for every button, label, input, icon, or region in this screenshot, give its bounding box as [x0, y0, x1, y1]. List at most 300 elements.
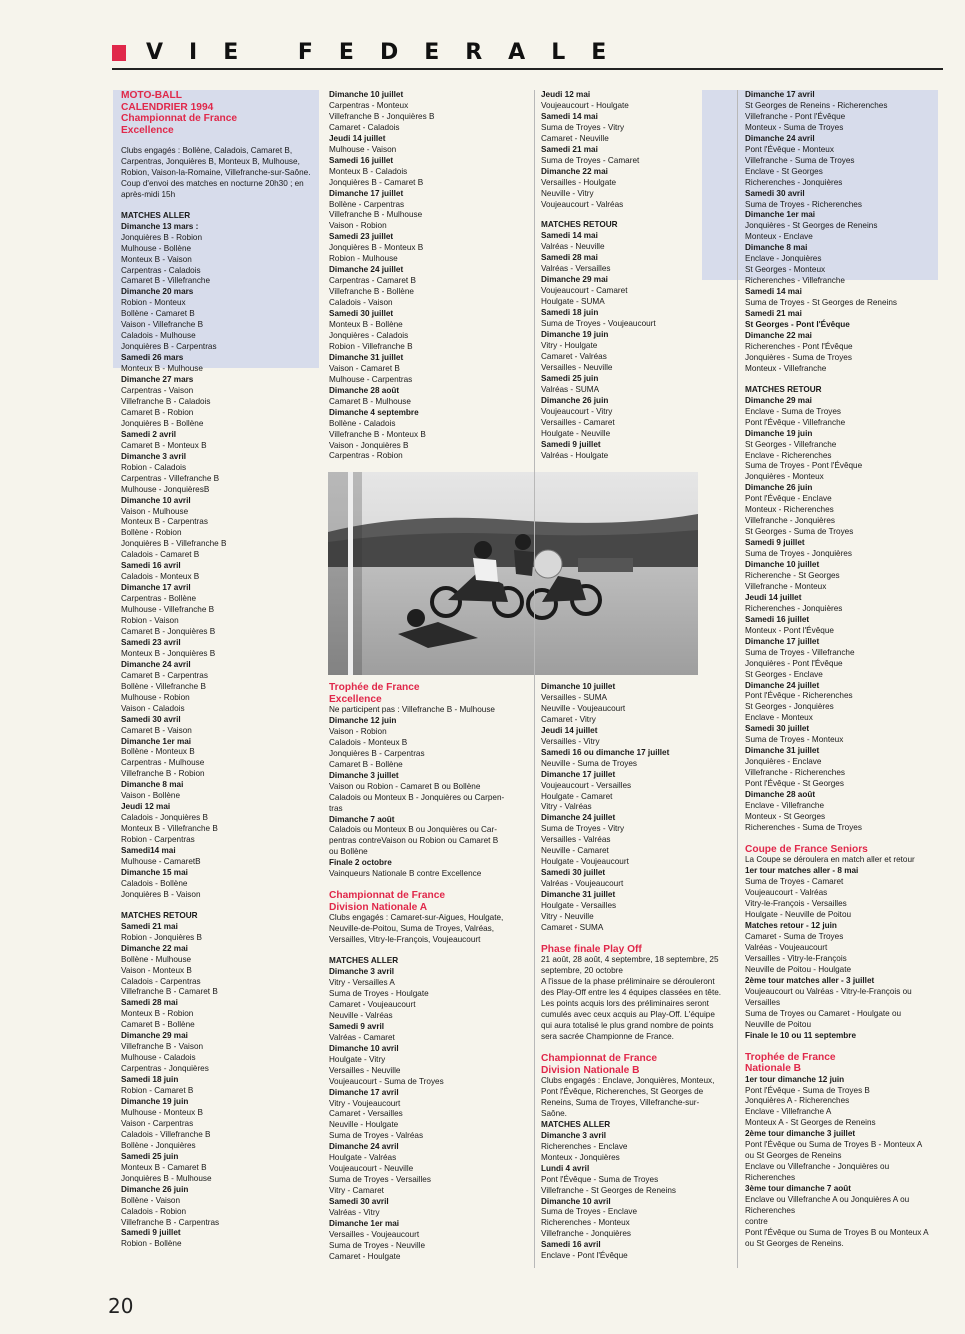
schedule-line: Richerenches - Villefranche — [745, 276, 845, 286]
schedule-line: Vaison - Monteux B — [121, 965, 192, 975]
schedule-line: Villefranche - Richerenches — [745, 768, 845, 778]
schedule-line: Voujeaucourt - Versailles — [541, 780, 632, 790]
schedule-line: ou Bollène — [329, 847, 368, 857]
schedule-line: 21 août, 28 août, 4 septembre, 18 septembre, 25 septembre, 20 octobre — [541, 955, 719, 976]
schedule-line: Samedi 16 avril — [121, 561, 181, 571]
schedule-line: Samedi 18 juin — [121, 1075, 179, 1085]
schedule-line: Vitry - Voujeaucourt — [329, 1098, 401, 1108]
schedule-line: Pont l'Évêque ou Suma de Troyes B - Monteux A ou St Georges de Reneins — [745, 1140, 922, 1161]
schedule-line: Jonquières - Enclave — [745, 757, 822, 767]
spacer — [121, 136, 317, 146]
schedule-line: Bollène - Caladois — [329, 418, 396, 428]
schedule-line: Mulhouse - Carpentras — [329, 374, 413, 384]
schedule-line: Dimanche 10 avril — [541, 1196, 611, 1206]
schedule-line: St Georges - Villefranche — [745, 439, 837, 449]
schedule-line: Richerenche - St Georges — [745, 570, 840, 580]
schedule-line: Dimanche 24 juillet — [745, 680, 820, 690]
section-heading: Championnat de France — [329, 890, 446, 902]
schedule-line: Dimanche 10 juillet — [541, 682, 616, 691]
schedule-line: Jonquières - Monteux — [745, 472, 824, 482]
schedule-line: Versailles - SUMA — [541, 692, 607, 702]
schedule-line: Dimanche 17 juillet — [329, 188, 404, 198]
schedule-line: Mulhouse - Caladois — [121, 1053, 196, 1063]
schedule-line: Coup d'envoi des matches en nocturne 20h30 ; en après-midi 15h — [121, 178, 304, 199]
schedule-line: Enclave - Monteux — [745, 713, 813, 723]
schedule-line: Jonquières - St Georges de Reneins — [745, 221, 878, 231]
schedule-line: Dimanche 29 mai — [121, 1031, 188, 1041]
schedule-line: Versailles - Neuville — [329, 1065, 401, 1075]
spacer — [541, 934, 723, 944]
schedule-line: Samedi 14 mai — [745, 287, 802, 297]
schedule-line: Suma de Troyes - Enclave — [541, 1207, 638, 1217]
column-3-top — [541, 90, 696, 461]
schedule-line: Dimanche 24 juillet — [541, 813, 616, 823]
schedule-line: Houlgate - Vitry — [329, 1054, 386, 1064]
motoball-photo — [328, 472, 698, 675]
spacer — [121, 201, 317, 211]
schedule-line: Robion - Jonquières B — [121, 932, 203, 942]
schedule-line: Bollène - Mulhouse — [121, 954, 192, 964]
schedule-line: Samedi 21 mai — [121, 921, 178, 931]
schedule-line: Monteux - Villefranche — [745, 363, 827, 373]
schedule-line: Dimanche 19 juin — [121, 1097, 189, 1107]
schedule-line: Vaison - Robion — [329, 221, 387, 231]
schedule-line: Dimanche 17 juillet — [541, 769, 616, 779]
schedule-line: Caladois ou Monteux B ou Jonquières ou Car- — [329, 825, 497, 835]
schedule-line: Dimanche 31 juillet — [541, 890, 616, 900]
schedule-line: Matches retour - 12 juin — [745, 921, 837, 931]
schedule-line: Dimanche 24 avril — [121, 659, 191, 669]
schedule-line: Bollène - Jonquières — [121, 1140, 196, 1150]
schedule-line: St Georges de Reneins - Richerenches — [745, 100, 888, 110]
schedule-line: Dimanche 19 juin — [541, 330, 609, 340]
schedule-line: Valréas - Voujeaucourt — [745, 942, 828, 952]
schedule-line: Finale le 10 ou 11 septembre — [745, 1030, 857, 1040]
schedule-line: Robion - Monteux — [121, 298, 186, 308]
schedule-line: Jonquières B - Vaison — [121, 889, 201, 899]
schedule-line: Neuville - Camaret — [541, 846, 609, 856]
column-2-bottom — [329, 682, 527, 1263]
schedule-line: Camaret B - Bollène — [329, 759, 403, 769]
schedule-line: Samedi 14 mai — [541, 231, 598, 241]
schedule-line: MATCHES ALLER — [329, 956, 399, 966]
schedule-line: Villefranche - Jonquières — [541, 1229, 631, 1239]
schedule-line: Camaret - Caladois — [329, 122, 400, 132]
schedule-line: Caladois - Bollène — [121, 878, 188, 888]
schedule-line: Samedi 26 mars — [121, 353, 184, 363]
schedule-line: Enclave ou Villefranche A ou Jonquières A ou Richerenches — [745, 1195, 910, 1215]
schedule-line: Dimanche 1er mai — [745, 210, 816, 220]
schedule-line: Bollène - Robion — [121, 528, 182, 538]
schedule-line: Suma de Troyes - Monteux — [745, 735, 844, 745]
schedule-line: Monteux B - Caladois — [329, 166, 408, 176]
section-heading: Trophée de France — [745, 1051, 836, 1063]
schedule-line: Dimanche 24 juillet — [329, 265, 404, 275]
schedule-line: Mulhouse - JonquièresB — [121, 484, 210, 494]
schedule-line: Caladois - Camaret B — [121, 550, 200, 560]
schedule-line: Mulhouse - Robion — [121, 692, 190, 702]
schedule-line: Bollène - Vaison — [121, 1195, 181, 1205]
schedule-line: Vaison - Villefranche B — [121, 320, 204, 330]
schedule-line: Samedi 14 mai — [541, 111, 598, 121]
schedule-line: Suma de Troyes - Neuville — [329, 1240, 426, 1250]
spacer — [745, 1042, 931, 1052]
schedule-line: Dimanche 26 juin — [121, 1184, 189, 1194]
schedule-line: Villefranche B - Monteux B — [329, 429, 426, 439]
schedule-line: Villefranche - Jonquières — [745, 516, 835, 526]
schedule-line: Versailles - Valréas — [541, 835, 611, 845]
schedule-line: contre — [745, 1216, 768, 1226]
schedule-line: Monteux B - Bollène — [329, 320, 403, 330]
red-square-icon — [112, 45, 126, 61]
schedule-line: Samedi 9 juillet — [121, 1228, 181, 1238]
column-divider — [737, 90, 738, 1268]
schedule-line: Dimanche 22 mai — [745, 330, 812, 340]
section-heading: Excellence — [329, 693, 382, 705]
schedule-line: Mulhouse - CamaretB — [121, 857, 201, 866]
schedule-line: Samedi14 mai — [121, 846, 176, 856]
section-heading: Nationale B — [745, 1063, 802, 1075]
schedule-line: 1er tour dimanche 12 juin — [745, 1074, 845, 1084]
schedule-line: Villefranche B - Mulhouse — [329, 210, 423, 220]
schedule-line: Samedi 21 mai — [541, 144, 598, 154]
schedule-line: Monteux B - Vaison — [121, 254, 192, 264]
schedule-line: Neuville - Vitry — [541, 188, 594, 198]
schedule-line: Jeudi 14 juillet — [329, 133, 386, 143]
section-heading: Championnat de France — [121, 113, 238, 124]
column-1 — [121, 90, 317, 1250]
schedule-line: Dimanche 27 mars — [121, 375, 194, 385]
schedule-line: Jeudi 12 mai — [541, 90, 591, 99]
schedule-line: Robion - Caladois — [121, 462, 187, 472]
schedule-line: Dimanche 7 août — [329, 814, 395, 824]
schedule-line: Jonquières - Caladois — [329, 330, 409, 340]
schedule-line: Neuville - Suma de Troyes — [541, 758, 638, 768]
schedule-line: Robion - Vaison — [121, 616, 179, 626]
schedule-line: Vainqueurs Nationale B contre Excellence — [329, 869, 482, 879]
schedule-line: Richerenches - Jonquières — [745, 177, 843, 187]
column-2-top — [329, 90, 523, 462]
schedule-line: Monteux - Jonquières — [541, 1152, 620, 1162]
schedule-line: Jonquières - Pont l'Évêque — [745, 658, 843, 668]
schedule-line: Samedi 23 juillet — [329, 232, 394, 242]
schedule-line: Monteux B - Jonquières B — [121, 648, 216, 658]
schedule-line: Dimanche 29 mai — [745, 395, 812, 405]
schedule-line: Dimanche 17 avril — [329, 1087, 399, 1097]
schedule-line: Clubs engagés : Camaret-sur-Aigues, Houlgate, Neuville-de-Poitou, Suma de Troyes, Valréas, Versailles, Vitry-le-François, Voujeaucourt — [329, 913, 504, 945]
schedule-line: Vaison - Camaret B — [329, 363, 400, 373]
schedule-line: Dimanche 26 juin — [541, 395, 609, 405]
schedule-line: Robion - Carpentras — [121, 835, 195, 845]
schedule-line: Monteux B - Carpentras — [121, 517, 208, 527]
schedule-line: Jonquières - Suma de Troyes — [745, 352, 852, 362]
schedule-line: Dimanche 12 juin — [329, 715, 397, 725]
schedule-line: Dimanche 8 mai — [745, 243, 808, 253]
schedule-line: Suma de Troyes - Richerenches — [745, 199, 862, 209]
schedule-line: Dimanche 26 juin — [745, 483, 813, 493]
schedule-line: Ne participent pas : Villefranche B - Mulhouse — [329, 705, 495, 714]
schedule-line: Vitry - Valréas — [541, 802, 592, 812]
schedule-line: Dimanche 28 août — [329, 385, 400, 395]
schedule-line: Voujeaucourt - Suma de Troyes — [329, 1076, 444, 1086]
schedule-line: Vaison - Caladois — [121, 703, 185, 713]
schedule-line: Robion - Bollène — [121, 1239, 182, 1249]
header-rule — [112, 68, 943, 70]
schedule-line: Monteux B - Mulhouse — [121, 364, 203, 374]
schedule-line: Versailles - Vitry — [541, 736, 600, 746]
schedule-line: Voujeaucourt - Valréas — [541, 199, 624, 209]
schedule-line: Camaret - Valréas — [541, 351, 607, 361]
schedule-line: La Coupe se déroulera en match aller et retour — [745, 855, 915, 865]
schedule-line: Samedi 2 avril — [121, 429, 177, 439]
schedule-line: Dimanche 19 juin — [745, 428, 813, 438]
schedule-line: Camaret B - Jonquières B — [121, 626, 216, 636]
schedule-line: Versailles - Voujeaucourt — [329, 1229, 420, 1239]
schedule-line: Enclave - Richerenches — [745, 450, 832, 460]
schedule-line: Vaison - Jonquières B — [329, 440, 409, 450]
schedule-line: Pont l'Évêque - Enclave — [745, 494, 832, 504]
schedule-line: Jeudi 12 mai — [121, 802, 171, 812]
schedule-line: Camaret B - Monteux B — [121, 440, 207, 450]
schedule-line: Monteux - Suma de Troyes — [745, 122, 844, 132]
schedule-line: Monteux - Richerenches — [745, 505, 834, 515]
schedule-line: MATCHES RETOUR — [541, 220, 618, 230]
schedule-line: Dimanche 3 avril — [121, 451, 187, 461]
schedule-line: Pont l'Évêque - Villefranche — [745, 417, 846, 427]
schedule-line: Enclave - Villefranche A — [745, 1107, 832, 1117]
schedule-line: Clubs engagés : Enclave, Jonquières, Monteux, Pont l'Évêque, Richerenches, St Georges de Reneins, Suma de Troyes, Villefranche-sur-Saône. — [541, 1076, 715, 1118]
schedule-line: Dimanche 22 mai — [541, 166, 608, 176]
schedule-line: Samedi 23 avril — [121, 637, 181, 647]
schedule-line: Jeudi 14 juillet — [745, 592, 802, 602]
schedule-line: Caladois - Mulhouse — [121, 331, 196, 341]
schedule-line: 2ème tour dimanche 3 juillet — [745, 1129, 856, 1139]
schedule-line: Villefranche B - Bollène — [329, 287, 414, 297]
schedule-line: Villefranche - Monteux — [745, 581, 827, 591]
schedule-line: Voujeaucourt - Neuville — [329, 1164, 414, 1174]
schedule-line: Monteux A - St Georges de Reneins — [745, 1118, 876, 1128]
schedule-line: Villefranche B - Jonquières B — [329, 111, 435, 121]
schedule-line: Enclave - Villefranche — [745, 801, 825, 810]
schedule-line: St Georges - Pont l'Évêque — [745, 320, 850, 330]
schedule-line: Voujeaucourt - Valréas — [745, 888, 828, 898]
schedule-line: Samedi 16 avril — [541, 1240, 601, 1250]
schedule-line: Jonquières B - Monteux B — [329, 243, 424, 253]
page-title: VIE FEDERALE — [146, 40, 633, 65]
schedule-line: Samedi 30 avril — [121, 714, 181, 724]
column-3-bottom — [541, 682, 723, 1262]
schedule-line: MATCHES ALLER — [541, 1119, 611, 1129]
schedule-line: Jonquières A - Richerenches — [745, 1096, 850, 1106]
schedule-line: Dimanche 8 mai — [121, 780, 184, 790]
section-heading: CALENDRIER 1994 — [121, 101, 214, 113]
spacer — [329, 946, 527, 956]
schedule-line: Samedi 18 juin — [541, 308, 599, 318]
schedule-line: Versailles - Neuville — [541, 362, 613, 372]
schedule-line: Dimanche 24 avril — [329, 1142, 399, 1152]
schedule-line: Camaret B - Bollène — [121, 1020, 195, 1030]
schedule-line: Suma de Troyes - Houlgate — [329, 988, 429, 998]
schedule-line: Lundi 4 avril — [541, 1163, 590, 1173]
column-divider — [534, 90, 535, 1268]
schedule-line: Carpentras - Robion — [329, 451, 403, 461]
schedule-line: Camaret - SUMA — [541, 922, 604, 932]
schedule-line: Suma de Troyes - Camaret — [541, 155, 640, 165]
schedule-line: Jonquières B - Camaret B — [329, 177, 424, 187]
schedule-line: Dimanche 31 juillet — [745, 746, 820, 756]
schedule-line: Samedi 16 juillet — [329, 155, 394, 165]
schedule-line: Villefranche B - Carpentras — [121, 1217, 220, 1227]
schedule-line: Dimanche 1er mai — [121, 736, 192, 746]
schedule-line: Bollène - Carpentras — [329, 199, 405, 209]
schedule-line: Dimanche 3 juillet — [329, 770, 399, 780]
schedule-line: Enclave - Jonquières — [745, 254, 822, 264]
schedule-line: Jonquières B - Carpentras — [121, 342, 217, 352]
schedule-line: Mulhouse - Vaison — [329, 144, 397, 154]
schedule-line: Carpentras - Bollène — [121, 594, 197, 604]
schedule-line: Suma de Troyes - Pont l'Évêque — [745, 461, 863, 471]
schedule-line: St Georges - Enclave — [745, 669, 823, 679]
schedule-line: Dimanche 3 avril — [541, 1130, 607, 1140]
spacer — [745, 834, 931, 844]
schedule-line: Pont l'Évêque - St Georges — [745, 779, 844, 789]
schedule-line: Villefranche B - Caladois — [121, 396, 211, 406]
schedule-line: Carpentras - Villefranche B — [121, 473, 220, 483]
schedule-line: Dimanche 17 avril — [121, 583, 191, 593]
schedule-line: Enclave - Suma de Troyes — [745, 406, 842, 416]
schedule-line: Mulhouse - Bollène — [121, 243, 192, 253]
schedule-line: Jonquières B - Mulhouse — [121, 1173, 212, 1183]
schedule-line: Voujeaucourt - Camaret — [541, 286, 628, 296]
schedule-line: MATCHES RETOUR — [745, 384, 822, 394]
schedule-line: Valréas - SUMA — [541, 384, 600, 394]
schedule-line: Carpentras - Camaret B — [329, 276, 416, 286]
schedule-line: Jonquières B - Robion — [121, 232, 203, 242]
schedule-line: Voujeaucourt - Houlgate — [541, 100, 629, 110]
schedule-line: Samedi 28 mai — [121, 998, 178, 1008]
spacer — [329, 880, 527, 890]
schedule-line: Suma de Troyes - Versailles — [329, 1175, 431, 1185]
schedule-line: Samedi 30 avril — [329, 1197, 389, 1207]
schedule-line: Mulhouse - Villefranche B — [121, 605, 215, 615]
section-heading: MOTO-BALL — [121, 90, 182, 101]
schedule-line: Vitry - Houlgate — [541, 340, 598, 350]
schedule-line: Dimanche 10 juillet — [745, 560, 820, 570]
schedule-line: tras — [329, 803, 343, 813]
schedule-line: Pont l'Évêque ou Suma de Troyes B ou Monteux A ou St Georges de Reneins. — [745, 1227, 929, 1248]
schedule-line: pentras contreVaison ou Robion ou Camaret B — [329, 836, 499, 846]
section-heading: Excellence — [121, 124, 174, 136]
schedule-line: Dimanche 10 avril — [329, 1043, 399, 1053]
section-heading: Division Nationale B — [541, 1064, 640, 1076]
schedule-line: Suma de Troyes - Camaret — [745, 877, 844, 887]
schedule-line: Villefranche B - Robion — [121, 769, 205, 779]
schedule-line: Monteux - Enclave — [745, 232, 813, 242]
schedule-line: Villefranche - Pont l'Évêque — [745, 111, 846, 121]
page-header — [112, 40, 632, 65]
schedule-line: Samedi 30 juillet — [745, 724, 810, 734]
schedule-line: Dimanche 3 avril — [329, 967, 395, 977]
schedule-line: Dimanche 17 juillet — [745, 636, 820, 646]
schedule-line: Suma de Troyes - Vitry — [541, 824, 625, 834]
schedule-line: Dimanche 24 avril — [745, 133, 815, 143]
schedule-line: Samedi 16 juillet — [745, 614, 810, 624]
schedule-line: Dimanche 28 août — [745, 790, 816, 800]
schedule-line: Caladois - Monteux B — [329, 737, 408, 747]
schedule-line: Bollène - Camaret B — [121, 309, 195, 319]
schedule-line: Camaret - Suma de Troyes — [745, 932, 844, 942]
schedule-line: Versailles - Camaret — [541, 417, 615, 427]
schedule-line: Samedi 21 mai — [745, 309, 802, 319]
schedule-line: Houlgate - Neuville de Poitou — [745, 910, 852, 920]
schedule-line: Carpentras - Caladois — [121, 265, 201, 275]
schedule-line: Carpentras - Mulhouse — [121, 758, 205, 768]
schedule-line: Samedi 16 ou dimanche 17 juillet — [541, 747, 670, 757]
schedule-line: Vaison - Robion — [329, 726, 387, 736]
schedule-line: Samedi 25 juin — [121, 1151, 179, 1161]
schedule-line: Robion - Mulhouse — [329, 254, 398, 264]
schedule-line: Valréas - Houlgate — [541, 450, 609, 460]
schedule-line: Jonquières B - Villefranche B — [121, 539, 227, 549]
schedule-line: Versailles - Houlgate — [541, 177, 617, 187]
schedule-line: Suma de Troyes - Villefranche — [745, 647, 855, 657]
schedule-line: Camaret - Houlgate — [329, 1251, 401, 1261]
schedule-line: MATCHES ALLER — [121, 210, 191, 220]
schedule-line: Suma de Troyes - Voujeaucourt — [541, 319, 656, 329]
schedule-line: Dimanche 10 avril — [121, 495, 191, 505]
schedule-line: Vaison ou Robion - Camaret B ou Bollène — [329, 781, 481, 791]
schedule-line: Dimanche 15 mai — [121, 867, 188, 877]
schedule-line: Dimanche 13 mars : — [121, 221, 199, 231]
schedule-line: Jonquières B - Bollène — [121, 418, 204, 428]
schedule-line: Caladois - Robion — [121, 1206, 187, 1216]
section-heading: Division Nationale A — [329, 901, 428, 913]
schedule-line: Villefranche B - Vaison — [121, 1042, 204, 1052]
schedule-line: Vaison - Bollène — [121, 791, 181, 801]
schedule-line: Valréas - Camaret — [329, 1032, 395, 1042]
spacer — [745, 375, 931, 385]
schedule-line: 3ème tour dimanche 7 août — [745, 1184, 852, 1194]
schedule-line: St Georges - Monteux — [745, 265, 826, 275]
schedule-line: Caladois - Jonquières B — [121, 813, 208, 823]
schedule-line: Pont l'Évêque - Richerenches — [745, 691, 853, 701]
schedule-line: Camaret - Versailles — [329, 1109, 403, 1119]
schedule-line: Valréas - Voujeaucourt — [541, 879, 624, 889]
schedule-line: Richerenches - Jonquières — [745, 603, 843, 613]
schedule-line: Monteux B - Villefranche B — [121, 824, 218, 834]
schedule-line: Neuville de Poitou - Houlgate — [745, 964, 852, 974]
schedule-line: Dimanche 1er mai — [329, 1218, 400, 1228]
schedule-line: Valréas - Neuville — [541, 242, 605, 252]
schedule-line: 1er tour matches aller - 8 mai — [745, 866, 859, 876]
section-heading: Trophée de France — [329, 682, 420, 693]
schedule-line: Suma de Troyes - St Georges de Reneins — [745, 298, 897, 308]
schedule-line: Vitry - Neuville — [541, 912, 594, 922]
schedule-line: Enclave - Pont l'Évêque — [541, 1251, 628, 1261]
schedule-line: Suma de Troyes - Jonquières — [745, 549, 852, 559]
schedule-line: Samedi 30 avril — [745, 188, 805, 198]
schedule-line: Houlgate - Versailles — [541, 901, 617, 911]
schedule-line: Neuville - Houlgate — [329, 1120, 399, 1130]
schedule-line: Richerenches - Monteux — [541, 1218, 630, 1228]
schedule-line: Suma de Troyes - Valréas — [329, 1131, 424, 1141]
schedule-line: Caladois - Vaison — [329, 298, 393, 308]
schedule-line: Enclave - St Georges — [745, 166, 823, 176]
schedule-line: St Georges - Suma de Troyes — [745, 527, 854, 537]
schedule-line: Samedi 25 juin — [541, 373, 599, 383]
schedule-line: Valréas - Vitry — [329, 1208, 380, 1218]
schedule-line: Monteux B - Robion — [121, 1009, 194, 1019]
